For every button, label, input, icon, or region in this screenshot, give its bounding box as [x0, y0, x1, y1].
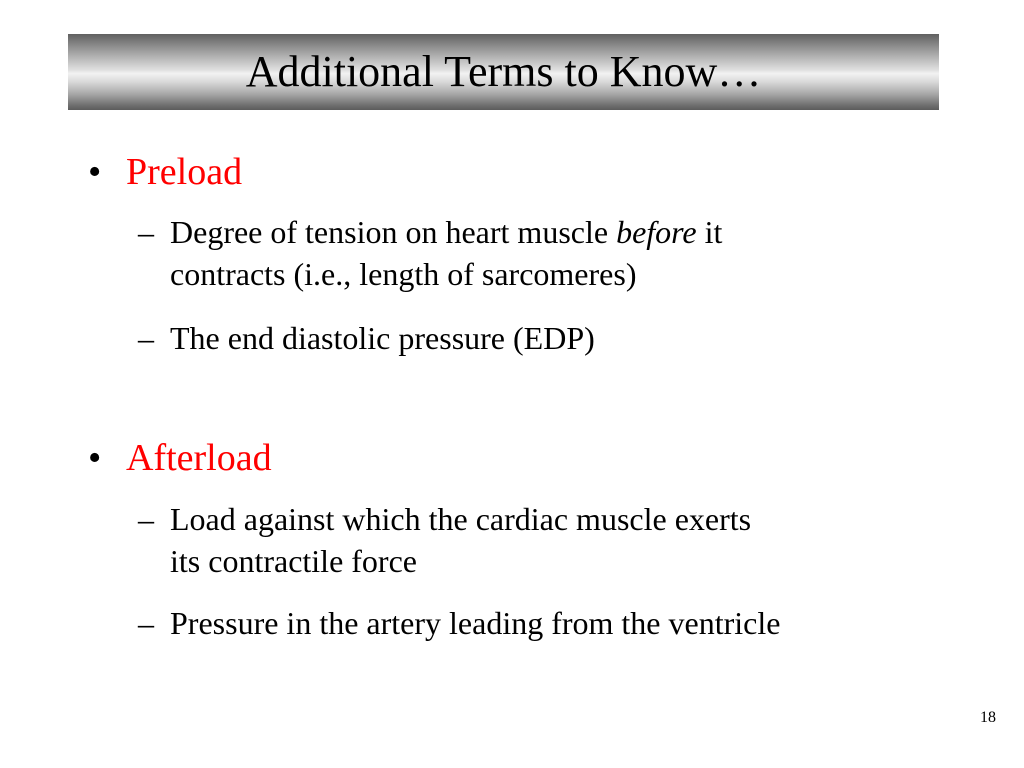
sub-point-preload-edp	[138, 317, 595, 359]
sub-point-afterload-pressure	[138, 602, 780, 644]
dash-marker: –	[138, 605, 154, 641]
sub-point-text: Pressure in the artery leading from the ventricle	[170, 605, 781, 641]
sub-point-text: The end diastolic pressure (EDP)	[170, 320, 595, 356]
bullet-dot: •	[88, 437, 102, 479]
sub-point-text: Degree of tension on heart muscle	[170, 214, 617, 250]
sub-point-continuation: its contractile force	[170, 543, 417, 579]
slide-title: Additional Terms to Know…	[245, 47, 762, 96]
term-afterload: Afterload	[126, 437, 272, 479]
sub-point-afterload-definition	[138, 498, 751, 582]
bullet-afterload	[88, 436, 272, 480]
dash-marker: –	[138, 501, 154, 537]
dash-marker: –	[138, 320, 154, 356]
sub-point-text: Load against which the cardiac muscle exerts	[170, 501, 752, 537]
sub-point-preload-definition	[138, 211, 722, 295]
sub-point-continuation: contracts (i.e., length of sarcomeres)	[170, 256, 637, 292]
bullet-preload	[88, 150, 242, 194]
page-number: 18	[980, 709, 996, 726]
term-preload: Preload	[126, 151, 243, 193]
dash-marker: –	[138, 214, 154, 250]
sub-point-text-after: it	[696, 214, 723, 250]
bullet-dot: •	[88, 151, 102, 193]
emphasis-text: before	[616, 214, 697, 250]
